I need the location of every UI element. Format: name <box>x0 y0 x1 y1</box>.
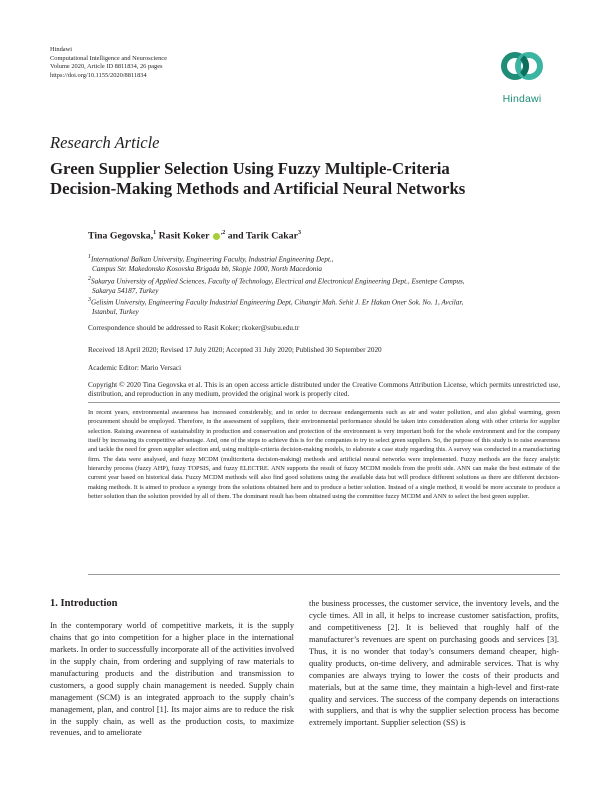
affiliation-number: 2 <box>88 276 91 282</box>
body-paragraph: In the contemporary world of competitive markets, it is the supply chains that go into competition for a higher place in the international markets. In order to successfully incorporate all of the activities involved in the supply chain, from ordering and supplying of raw materials to manufacturing products and the distribution and transmission to customers, a good supply chain management is needed. Supply chain management (SCM) is an integrated approach to the supply chain’s management, plan, and control [1]. Its major aims are to reduce the risk in the supply chain, as well as the production costs, to maximize revenues, and to ameliorate <box>50 621 294 738</box>
affiliation <box>88 253 558 274</box>
publisher-name: Hindawi <box>50 46 73 53</box>
volume-info: Volume 2020, Article ID 8811834, 26 pages <box>50 63 163 71</box>
body-paragraph: the business processes, the customer service, the inventory levels, and the cycle times. All in all, it helps to increase customer satisfaction, profits, and competitiveness [2]. It is believed that roughly half of the manufacturer’s revenues are spent on purchasing goods and services [3]. Thus, it is no wonder that today’s consumers demand cheaper, high-quality products, on-time delivery, and admirable services. That is why companies are always trying to lower the costs of their products and materials, but at the same time, they maintain a high-level and first-rate quality and services. The success of the company depends on interactions with suppliers, and that is why the supplier selection process has become extremely important. Supplier selection (SS) is <box>309 599 559 728</box>
affiliation-marker: 1 <box>153 230 157 236</box>
journal-name: Computational Intelligence and Neuroscience <box>50 54 167 62</box>
publication-dates: Received 18 April 2020; Revised 17 July 2020; Accepted 31 July 2020; Published 30 September 2020 <box>88 346 382 354</box>
author-name[interactable]: and Tarik Cakar <box>227 230 298 242</box>
hindawi-logo <box>497 46 547 104</box>
affiliation-text: International Balkan University, Engineering Faculty, Industrial Engineering Dept., <box>91 255 334 264</box>
title-line: Decision-Making Methods and Artificial Neural Networks <box>50 179 466 198</box>
affiliation-number: 3 <box>88 297 91 303</box>
affiliation-marker: 3 <box>297 230 301 236</box>
divider <box>88 402 560 403</box>
journal-header <box>50 46 167 80</box>
title-line: Green Supplier Selection Using Fuzzy Multiple-Criteria <box>50 159 450 178</box>
logo-wordmark: Hindawi <box>502 93 542 105</box>
academic-editor: Academic Editor: Mario Versaci <box>88 364 182 372</box>
doi-link[interactable]: https://doi.org/10.1155/2020/8811834 <box>50 71 147 79</box>
body-column-right <box>309 598 559 729</box>
affiliation-text: Sakarya University of Applied Sciences, Faculty of Technology, Electrical and Electronical Engineering Dept., Esentepe Campus, <box>91 277 465 286</box>
affiliation <box>88 275 558 296</box>
affiliation <box>88 296 558 317</box>
section-heading: 1. Introduction <box>50 598 118 609</box>
affiliation-number: 1 <box>88 254 91 260</box>
author-name[interactable]: Tina Gegovska, <box>88 230 154 242</box>
author-name[interactable]: Rasit Koker <box>158 230 210 242</box>
abstract: In recent years, environmental awareness has increased considerably, and in order to decrease endangerments such as air and water pollution, and also global warming, green procurement should be employed. Therefore, in the assessment of suppliers, their environmental performance should be taken into consideration along with other criteria for supplier selection. Raising awareness of sustainability in production and conservation and protection of the environment is very important both for the whole environment and for the company itself by increasing its competitive advantage. And, one of the steps to achieve this is for the companies to try to select green suppliers. So, the purpose of this study is to raise awareness and tackle the need for green supplier selection and, using multiple-criteria decision-making models, to elaborate a case study regarding this. A survey was conducted in a manufacturing firm. The data were analysed, and fuzzy MCDM (multicriteria decision-making) methods and artificial neural networks were implemented. Fuzzy methods are the fuzzy analytic hierarchy process (fuzzy AHP), fuzzy TOPSIS, and fuzzy ELECTRE. ANN supports the result of fuzzy MCDM models from the profit side. ANN can make the best estimate of the current year based on historical data. Fuzzy MCDM methods will also find good solutions using the available data but will produce different solutions as there are different decision-making methods. It is aimed to produce a synergy from the solutions obtained here and to produce a better solution. Instead of a single method, it would be more accurate to produce a better solution than the solution provided by all of them. The dominant result has been obtained using the committee fuzzy MCDM and ANN to select the best green supplier. <box>88 409 560 501</box>
orcid-icon[interactable] <box>213 233 220 240</box>
article-type: Research Article <box>50 133 160 152</box>
copyright-notice: Copyright © 2020 Tina Gegovska et al. This is an open access article distributed under the Creative Commons Attribution License, which permits unrestricted use, distribution, and reproduction in any medium, provided the original work is properly cited. <box>88 381 560 398</box>
affiliation-marker: ,2 <box>220 230 226 236</box>
body-column-left <box>50 620 294 739</box>
correspondence: Correspondence should be addressed to Rasit Koker; rkoker@subu.edu.tr <box>88 324 300 332</box>
author-list <box>88 230 301 241</box>
article-title <box>50 159 560 199</box>
affiliation-text: Campus Str. Makedonsko Kosovska Brigada bb, Skopje 1000, North Macedonia <box>92 264 322 273</box>
affiliation-text: Sakarya 54187, Turkey <box>92 286 159 295</box>
hindawi-logo-icon <box>497 46 547 88</box>
affiliation-text: Istanbul, Turkey <box>92 307 139 316</box>
affiliation-text: Gelisim University, Engineering Faculty Industrial Engineering Dept, Cihangir Mah. Sehit J. Er Hakan Oner Sok. No. 1, Avcilar, <box>91 298 464 307</box>
divider <box>88 574 560 575</box>
